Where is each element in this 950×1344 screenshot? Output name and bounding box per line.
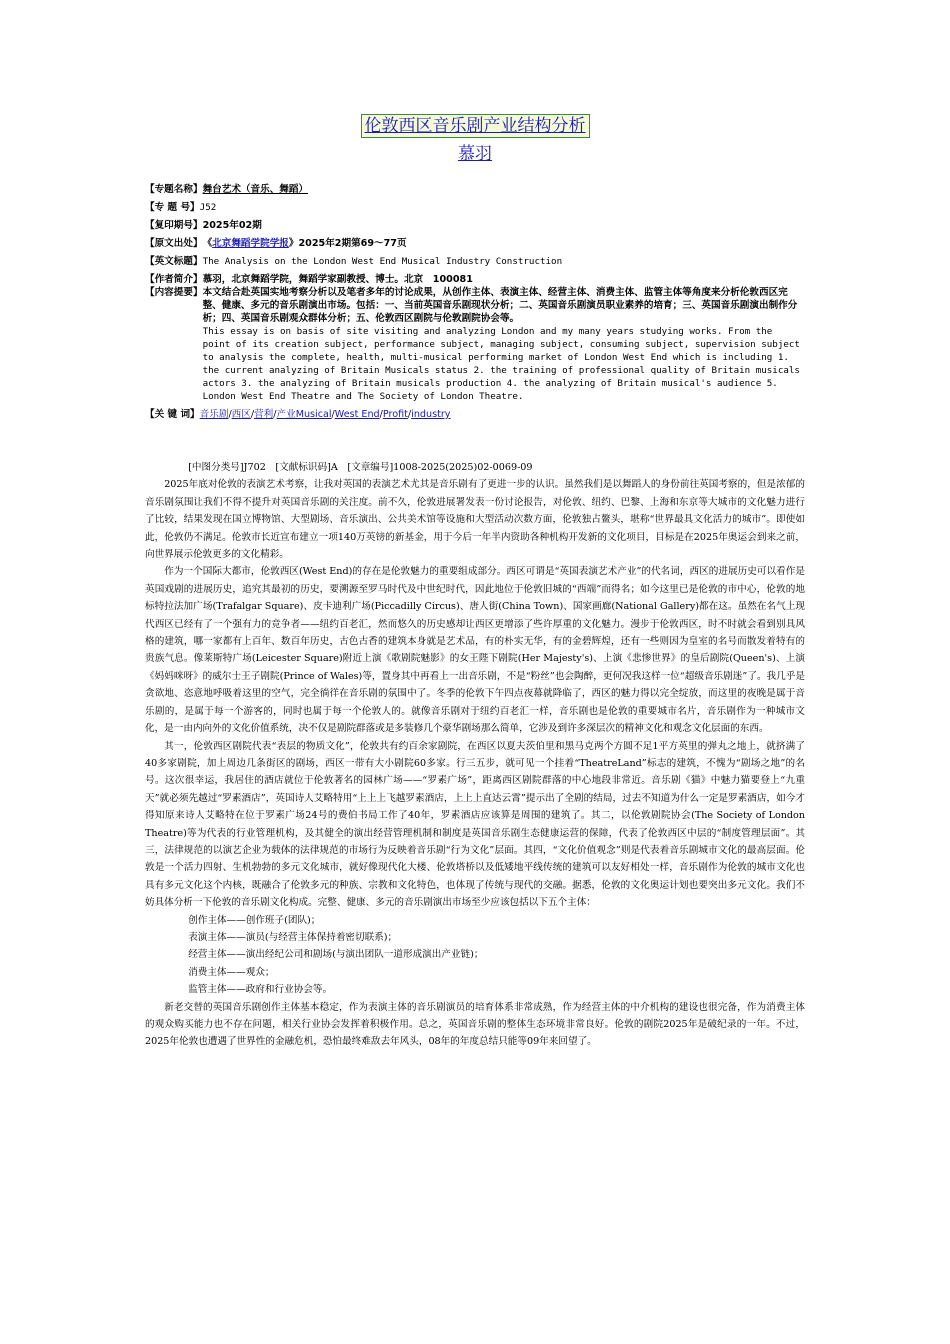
body-paragraph: 2025年底对伦敦的表演艺术考察，让我对英国的表演艺术尤其是音乐剧有了更进一步的认识。虽然我们是以舞蹈人的身份前往英国考察的，但是浓郁的音乐剧氛围让我们不得不提升对英国音乐剧的关注度。前不久，伦敦进展署发表一份讨论报告，对伦敦、纽约、巴黎、上海和东京等大城市的文化魅力进行了比较，结果发现在国立博物馆、大型剧场、音乐演出、公共美术馆等设施和大型活动次数方面，伦敦独占鳌头，堪称“世界最具文化活力的城市”。即使如此，伦敦仍不满足。伦敦市长近宣布建立一项140万英镑的新基金，用于今后一年半内资助各种机构开发新的文化项目，目标是在2025年奥运会到来之前，向世界展示伦敦更多的文化精彩。 [145,479,805,561]
keyword-link[interactable]: 西区 [231,409,251,420]
source-suffix: 》2025年2期第69～77页 [288,238,407,249]
title-wrap [0,114,950,138]
meta-label: 【作者简介】 [145,274,203,285]
keyword-link[interactable]: 营利 [254,409,274,420]
subject-item: 表演主体——演员(与经营主体保持着密切联系)； [188,931,398,943]
classification-line: [中图分类号]J702 [文献标识码]A [文章编号]1008-2025(2025)02-0069-09 [188,462,533,473]
meta-value: The Analysis on the London West End Musical Industry Construction [202,256,563,267]
keyword-link[interactable]: West End [334,409,380,420]
article-author[interactable]: 慕羽 [458,144,492,164]
metadata-block [145,183,805,426]
abstract-english: This essay is on basis of site visiting and analyzing London and my many years studying works. From the point of its creation subject, performance subject, managing subject, consuming subject, supervision subject to analysis the complete, health, multi-musical performing market of London West End which is including 1. the current analyzing of Britain Musicals status 2. the training of professional quality of Britain musicals actors 3. the analyzing of Britain musicals production 4. the analyzing of Britain musical's audience 5. London West End Theatre and The Society of London Theatre. [202,326,800,402]
body-paragraph: 作为一个国际大都市，伦敦西区(West End)的存在是伦敦魅力的重要组成部分。西区可谓是“英国表演艺术产业”的代名词，西区的进展历史可以看作是英国戏剧的进展历史，追究其最初的历史，要溯源至罗马时代及中世纪时代，因此地位于伦敦旧城的“西端”而得名；如今这里已是伦敦的市中心，伦敦的地标特拉法加广场(Trafalgar Square)、皮卡迪利广场(Piccadilly Circus)、唐人街(China Town)、国家画廊(National Gallery)都在这。虽然在名气上现代西区已经有了一个强有力的竞争者——纽约百老汇，然而悠久的历史感却让西区更增添了些许厚重的文化魅力。漫步于伦敦西区，时不时就会看到别具风格的建筑，哪一家都有上百年、数百年历史，古色古香的建筑本身就是艺术品，有的朴实无华，有的金碧辉煌，还有一些则因为皇室的名号而散发着特有的贵族气息。像莱斯特广场(Leicester Square)附近上演《歌剧院魅影》的女王陛下剧院(Her Majesty's)、上演《悲惨世界》的皇后剧院(Queen's)、上演《妈妈咪呀》的威尔士王子剧院(Prince of Wales)等，置身其中再看上一出音乐剧，不是“粉丝”也会陶醉，更何况我这样一位“超级音乐剧迷”了。我几乎是贪欲地、恣意地呼吸着这里的空气，完全徜徉在音乐剧的氛围中了。冬季的伦敦下午四点夜幕就降临了，西区的魅力得以完全绽放，而这里的夜晚是属于音乐剧的，是属于每一个游客的，同时也属于每一个伦敦人的。就像音乐剧对于纽约百老汇一样，音乐剧也是伦敦的重要城市名片，音乐剧作为一种城市文化，是一由内向外的文化价值系统，决不仅是剧院群落或是多装修几个豪华剧场那么简单，它涉及到许多深层次的精神文化和观念文化层面的东西。 [145,566,805,735]
source-prefix: 《 [202,238,213,249]
abstract-chinese: 本文结合赴英国实地考察分析以及笔者多年的讨论成果，从创作主体、表演主体、经营主体、消费主体、监管主体等角度来分析伦敦西区完整、健康、多元的音乐剧演出市场。包括：一、当前英国音乐剧现状分析；二、英国音乐剧演员职业素养的培育；三、英国音乐剧演出制作分析；四、英国音乐剧观众群体分析；五、伦敦西区剧院与伦敦剧院协会等。 [202,287,798,324]
keyword-link[interactable]: industry [411,409,451,420]
meta-value [203,286,805,403]
article-body [145,459,805,1051]
meta-value [203,237,805,250]
meta-label: 【原文出处】 [145,238,203,249]
meta-value: J52 [199,202,217,213]
meta-topic-no [145,201,805,214]
meta-label: 【专 题 号】 [145,202,200,213]
meta-label: 【复印期号】 [145,220,203,231]
keyword-link[interactable]: 产业Musical [276,409,332,420]
meta-value [203,183,805,196]
meta-label: 【英文标题】 [145,256,203,267]
keyword-list: 音乐剧/西区/营利/产业Musical/West End/Profit/industry [199,409,451,420]
meta-topic-name [145,183,805,196]
meta-keywords [145,408,805,421]
source-journal-link[interactable]: 北京舞蹈学院学报 [212,238,289,249]
subject-item: 创作主体——创作班子(团队)； [188,914,321,926]
meta-label: 【专题名称】 [145,184,203,195]
subject-item: 消费主体——观众； [188,966,275,978]
topic-name-link[interactable]: 舞台艺术（音乐、舞蹈） [202,184,309,195]
subject-item: 经营主体——演出经纪公司和剧场(与演出团队一道形成演出产业链)； [188,949,484,961]
body-paragraph: 其一，伦敦西区剧院代表“表层的物质文化”，伦敦共有约百余家剧院，在西区以夏夫茨伯里和黑马克两个方圆不足1平方英里的弹丸之地上，就挤满了40多家剧院，加上周边几条街区的剧场，西区一带有大小剧院60多家。行三五步，就可见一个挂着“TheatreLand”标志的建筑，不愧为“剧场之地”的名号。这次很幸运，我居住的酒店就位于伦敦著名的园林广场——“罗素广场”，距离西区剧院群落的中心地段非常近。音乐剧《猫》中魅力猫要登上“九重天”就必须先越过“罗素酒店”，英国诗人艾略特用“上上上飞越罗素酒店，上上上直达云霄”提示出了全剧的结局，过去不知道为什么一定是罗素酒店，如今才得知原来诗人艾略特在位于罗素广场24号的费伯书局工作了40年，罗素酒店应该算是周围的建筑了。其二，以伦敦剧院协会(The Society of London Theatre)等为代表的行业管理机构，及其健全的演出经营管理机制和制度是英国音乐剧生态健康运营的保障，代表了伦敦西区中层的“制度管理层面”。其三，法律规范的以演艺企业为载体的法律规范的市场行为反映着音乐剧“行为文化”层面。其四，“文化价值观念”则是代表着音乐剧城市文化的最高层面。伦敦是一个活力四射、生机勃勃的多元文化城市，就好像现代化大楼、伦敦塔桥以及低矮地平线传统的建筑可以友好相处一样，音乐剧作为伦敦的城市文化也具有多元文化这个内核，既融合了伦敦多元的种族、宗教和文化特色，也体现了传统与现代的交融。据悉，伦敦的文化奥运计划也要突出多元文化。我们不妨具体分析一下伦敦的音乐剧文化构成。完整、健康、多元的音乐剧演出市场至少应该包括以下五个主体： [145,740,805,909]
subject-item: 监管主体——政府和行业协会等。 [188,984,333,996]
keyword-link[interactable]: 音乐剧 [199,409,229,420]
meta-issue [145,219,805,232]
meta-abstract [145,286,805,403]
closing-paragraph: 新老交替的英国音乐剧创作主体基本稳定，作为表演主体的音乐剧演员的培育体系非常成熟，作为经营主体的中介机构的建设也很完备，作为消费主体的观众购买能力也不存在问题，相关行业协会发挥着积极作用。总之，英国音乐剧的整体生态环境非常良好。伦敦的剧院2025年是破纪录的一年。不过，2025年伦敦也遭遇了世界性的金融危机，恐怕最终难敌去年风头，08年的年度总结只能等09年来回望了。 [145,1001,805,1048]
meta-label: 【关 键 词】 [145,409,200,420]
meta-english-title [145,255,805,268]
article-title[interactable]: 伦敦西区音乐剧产业结构分析 [361,114,590,138]
keyword-link[interactable]: Profit [382,409,408,420]
meta-source [145,237,805,250]
meta-author-intro [145,273,805,286]
meta-value: 2025年02期 [202,220,262,231]
meta-value: 慕羽，北京舞蹈学院，舞蹈学家副教授、博士。北京 100081 [202,274,473,285]
meta-label: 【内容提要】 [145,287,203,298]
